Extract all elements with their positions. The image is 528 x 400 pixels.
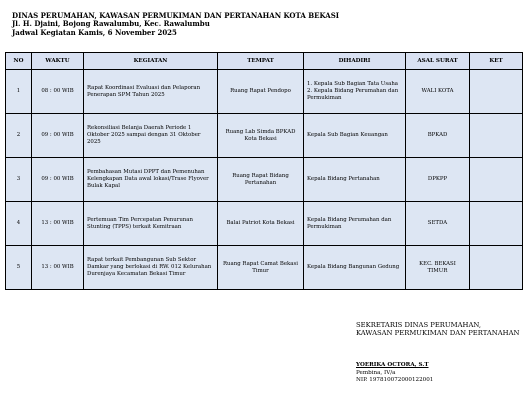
cell-waktu: 08 : 00 WIB <box>32 70 84 114</box>
cell-ket <box>470 114 523 158</box>
cell-no: 5 <box>6 246 32 290</box>
signature-position-line2: KAWASAN PERMUKIMAN DAN PERTANAHAN <box>356 329 520 338</box>
cell-tempat: Ruang Rapat Pendopo <box>218 70 304 114</box>
cell-waktu: 13 : 00 WIB <box>32 246 84 290</box>
header-agency-name: DINAS PERUMAHAN, KAWASAN PERMUKIMAN DAN PERTANAHAN KOTA BEKASI <box>12 11 340 20</box>
cell-dihadiri: 1. Kepala Sub Bagian Tata Usaha 2. Kepala Bidang Perumahan dan Permukiman <box>304 70 406 114</box>
header-schedule-title: Jadwal Kegiatan Kamis, 6 November 2025 <box>12 27 177 37</box>
table-row <box>6 70 523 114</box>
cell-kegiatan: Rapat terkait Pembangunan Sub Sektor Damkar yang berlokasi di RW. 012 Kelurahan Durenjaya Kecamatan Bekasi Timur <box>84 246 218 290</box>
signatory-nip: NIP. 197810072000122001 <box>356 377 434 384</box>
cell-no: 1 <box>6 70 32 114</box>
cell-waktu: 09 : 00 WIB <box>32 158 84 202</box>
signatory-rank: Pembina, IV/a <box>356 369 396 376</box>
signatory-name: YOERIKA OCTORA, S.T <box>356 362 429 368</box>
document-header <box>12 12 339 37</box>
cell-asal-surat: SETDA <box>406 202 470 246</box>
column-header-no: NO <box>6 53 32 70</box>
cell-ket <box>470 202 523 246</box>
signature-position-line1: SEKRETARIS DINAS PERUMAHAN, <box>356 321 482 329</box>
signature-identity-block <box>356 362 433 385</box>
cell-tempat: Balai Patriot Kota Bekasi <box>218 202 304 246</box>
cell-dihadiri: Kepala Sub Bagian Keuangan <box>304 114 406 158</box>
table-row <box>6 158 523 202</box>
cell-ket <box>470 70 523 114</box>
column-header-dihadiri: DIHADIRI <box>304 53 406 70</box>
cell-dihadiri: Kepala Bidang Perumahan dan Permukiman <box>304 202 406 246</box>
cell-asal-surat: WALI KOTA <box>406 70 470 114</box>
cell-tempat: Ruang Lab Simda BPKAD Kota Bekasi <box>218 114 304 158</box>
table-header-row <box>6 53 523 70</box>
cell-waktu: 13 : 00 WIB <box>32 202 84 246</box>
table-row <box>6 114 523 158</box>
cell-asal-surat: KEC. BEKASI TIMUR <box>406 246 470 290</box>
table-row <box>6 202 523 246</box>
column-header-asal-surat: ASAL SURAT <box>406 53 470 70</box>
column-header-tempat: TEMPAT <box>218 53 304 70</box>
cell-tempat: Ruang Rapat Camat Bekasi Timur <box>218 246 304 290</box>
column-header-kegiatan: KEGIATAN <box>84 53 218 70</box>
cell-tempat: Ruang Rapat Bidang Pertanahan <box>218 158 304 202</box>
cell-ket <box>470 158 523 202</box>
table-row <box>6 246 523 290</box>
column-header-waktu: WAKTU <box>32 53 84 70</box>
cell-dihadiri: Kepala Bidang Bangunan Gedung <box>304 246 406 290</box>
header-address: Jl. H. Djaini, Bojong Rawalumbu, Kec. Rawalumbu <box>12 19 210 29</box>
signature-title-block <box>356 321 519 338</box>
cell-asal-surat: DPKPP <box>406 158 470 202</box>
cell-kegiatan: Pertemuan Tim Percepatan Penurunan Stunting (TPPS) terkait Kemitraan <box>84 202 218 246</box>
cell-kegiatan: Rekonsiliasi Belanja Daerah Periode 1 Oktober 2025 sampai dengan 31 Oktober 2025 <box>84 114 218 158</box>
cell-asal-surat: BPKAD <box>406 114 470 158</box>
schedule-table <box>5 52 523 290</box>
cell-waktu: 09 : 00 WIB <box>32 114 84 158</box>
cell-no: 2 <box>6 114 32 158</box>
cell-no: 3 <box>6 158 32 202</box>
column-header-ket: KET <box>470 53 523 70</box>
cell-kegiatan: Rapat Koordinasi Evaluasi dan Pelaporan Penerapan SPM Tahun 2025 <box>84 70 218 114</box>
cell-ket <box>470 246 523 290</box>
cell-dihadiri: Kepala Bidang Pertanahan <box>304 158 406 202</box>
cell-no: 4 <box>6 202 32 246</box>
cell-kegiatan: Pembahasan Mutasi DPPT dan Pemenuhan Kelengkapan Data awal lokasi/Trase Flyover Bulak Kapal <box>84 158 218 202</box>
